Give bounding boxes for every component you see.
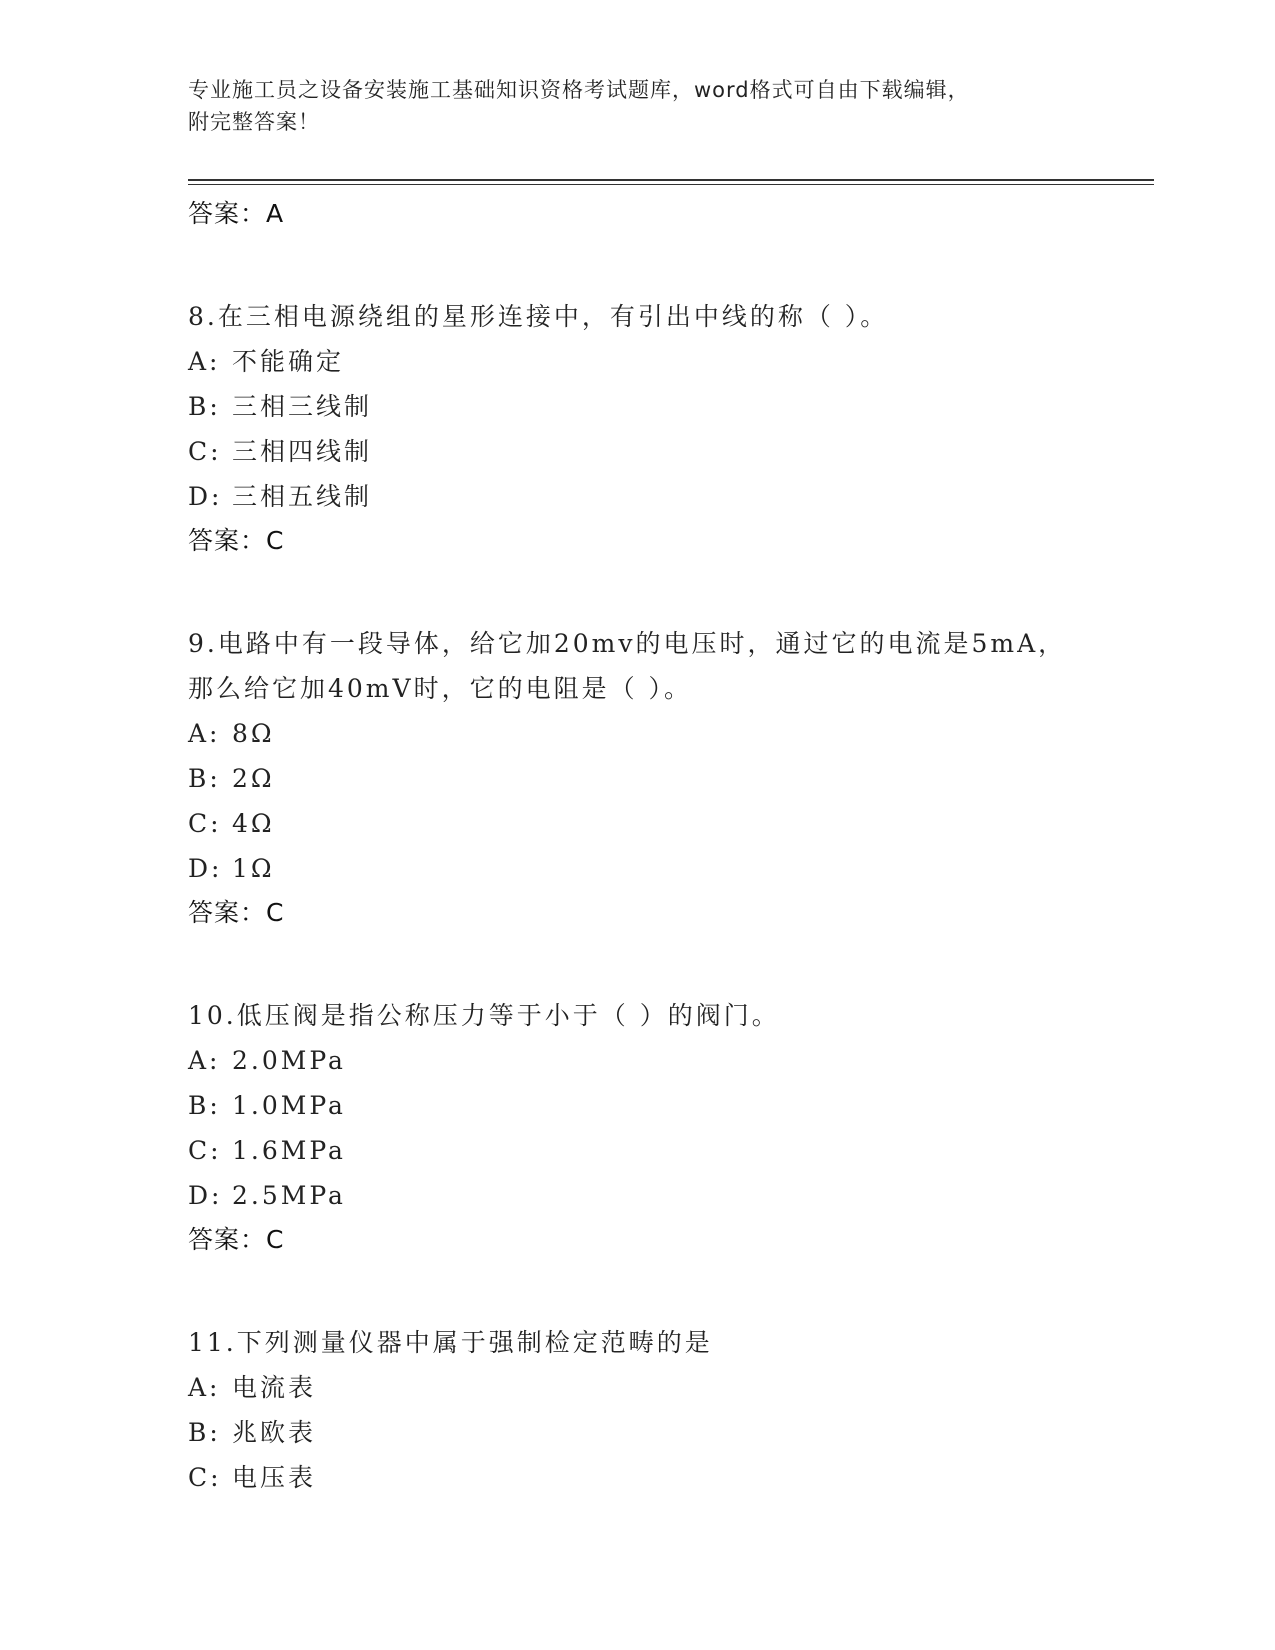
- question-11-option-a: [188, 1365, 1154, 1410]
- option-text: 8Ω: [232, 719, 275, 748]
- option-text: 2.0MPa: [232, 1046, 346, 1075]
- option-text: 1.0MPa: [232, 1091, 346, 1120]
- option-letter: A:: [188, 1373, 221, 1402]
- option-letter: B:: [188, 392, 221, 421]
- option-letter: B:: [188, 764, 221, 793]
- option-letter: B:: [188, 1418, 221, 1447]
- question-10-option-a: [188, 1038, 1154, 1083]
- option-letter: C:: [188, 809, 222, 838]
- question-10-option-b: [188, 1083, 1154, 1128]
- option-text: 2.5MPa: [232, 1181, 346, 1210]
- option-letter: A:: [188, 719, 221, 748]
- option-text: 三相四线制: [232, 437, 373, 466]
- option-text: 4Ω: [232, 809, 275, 838]
- question-9-option-d: [188, 846, 1154, 891]
- option-text: 兆欧表: [232, 1418, 317, 1447]
- question-9-option-a: [188, 711, 1154, 756]
- header-divider-thick: [188, 179, 1154, 181]
- question-9-line-1: 9.电路中有一段导体，给它加20mv的电压时，通过它的电流是5mA，: [188, 629, 1067, 658]
- question-8-option-b: [188, 384, 1154, 429]
- option-text: 电压表: [232, 1463, 317, 1492]
- question-list: [188, 192, 1154, 1500]
- question-9-stem: [188, 621, 1154, 711]
- question-8-answer: 答案：C: [188, 526, 285, 555]
- option-letter: A:: [188, 347, 221, 376]
- option-text: 1Ω: [232, 854, 275, 883]
- option-letter: D:: [188, 854, 223, 883]
- option-letter: D:: [188, 482, 223, 511]
- option-text: 电流表: [232, 1373, 317, 1402]
- header-line-1: 专业施工员之设备安装施工基础知识资格考试题库，word格式可自由下载编辑，: [188, 78, 970, 102]
- document-header: [188, 74, 1088, 138]
- option-letter: A:: [188, 1046, 221, 1075]
- option-text: 不能确定: [232, 347, 345, 376]
- option-letter: C:: [188, 1136, 222, 1165]
- question-11-stem: [188, 1320, 1154, 1365]
- header-line-2: 附完整答案！: [188, 110, 320, 134]
- question-10-answer: 答案：C: [188, 1225, 285, 1254]
- option-text: 三相五线制: [232, 482, 373, 511]
- question-8-option-a: [188, 339, 1154, 384]
- spacer: [188, 563, 1154, 621]
- question-9-option-c: [188, 801, 1154, 846]
- spacer: [188, 1262, 1154, 1320]
- question-11-line-1: 11.下列测量仪器中属于强制检定范畴的是: [188, 1328, 713, 1357]
- question-9-line-2: 那么给它加40mV时，它的电阻是（ ）。: [188, 674, 693, 703]
- question-9-answer: 答案：C: [188, 898, 285, 927]
- question-8-option-d: [188, 474, 1154, 519]
- question-8-line-1: 8.在三相电源绕组的星形连接中，有引出中线的称（ ）。: [188, 302, 889, 331]
- spacer: [188, 236, 1154, 294]
- question-10-line-1: 10.低压阀是指公称压力等于小于（ ）的阀门。: [188, 1001, 780, 1030]
- option-letter: C:: [188, 1463, 222, 1492]
- question-9-option-b: [188, 756, 1154, 801]
- question-11-option-b: [188, 1410, 1154, 1455]
- option-letter: B:: [188, 1091, 221, 1120]
- question-11-option-c: [188, 1455, 1154, 1500]
- question-8-stem: [188, 294, 1154, 339]
- header-divider-thin: [188, 184, 1154, 185]
- question-10-option-d: [188, 1173, 1154, 1218]
- question-8-option-c: [188, 429, 1154, 474]
- option-text: 三相三线制: [232, 392, 373, 421]
- question-10-stem: [188, 993, 1154, 1038]
- option-text: 2Ω: [232, 764, 275, 793]
- previous-answer: 答案：A: [188, 199, 285, 228]
- option-letter: C:: [188, 437, 222, 466]
- option-text: 1.6MPa: [232, 1136, 346, 1165]
- question-10-option-c: [188, 1128, 1154, 1173]
- option-letter: D:: [188, 1181, 223, 1210]
- spacer: [188, 935, 1154, 993]
